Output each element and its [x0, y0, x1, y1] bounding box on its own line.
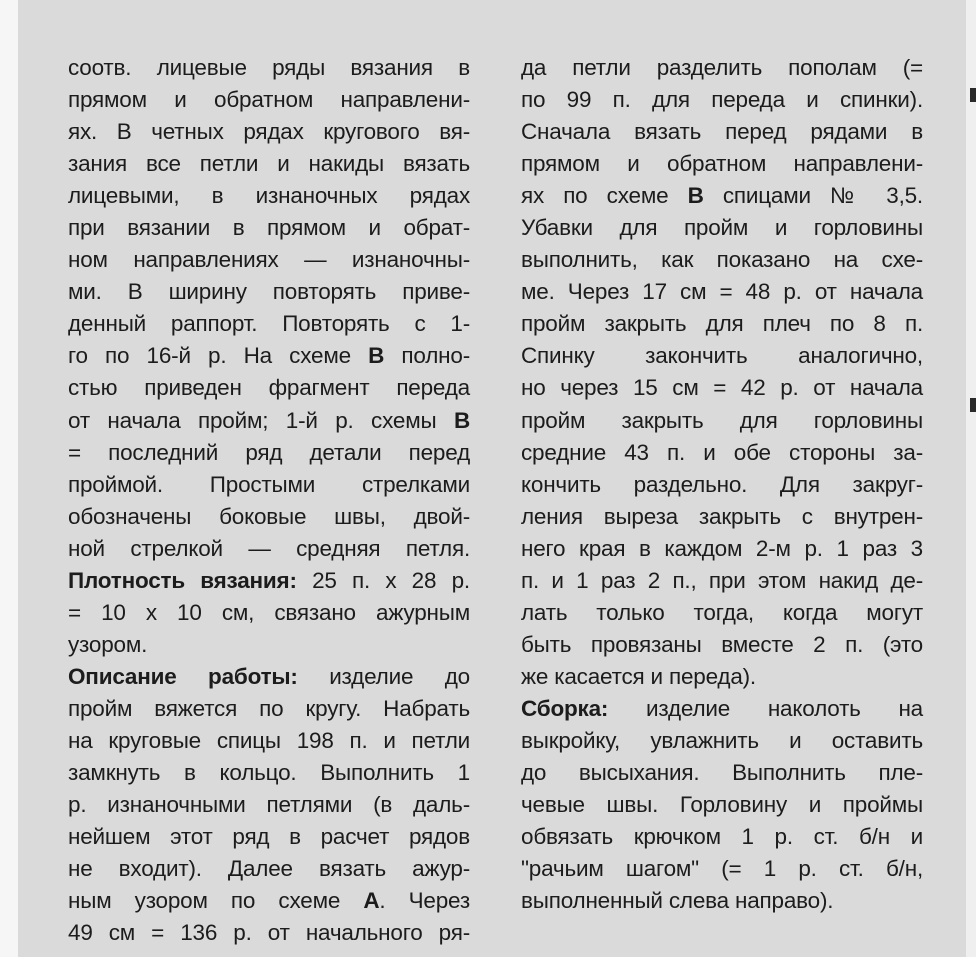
text-line: стью приведен фрагмент переда	[68, 375, 470, 401]
text-line: ления выреза закрыть с внутрен-	[521, 503, 923, 529]
text-line: при вязании в прямом и обрат-	[68, 215, 470, 241]
text-line: выполнить, как показано на схе-	[521, 247, 923, 273]
scheme-letter: В	[453, 407, 470, 433]
scheme-letter: В	[368, 343, 385, 369]
text-line: Убавки для пройм и горловины	[521, 215, 923, 241]
text-line: лать только тогда, когда могут	[521, 599, 923, 625]
line-text: от начала пройм; 1-й р. схемы	[68, 407, 437, 433]
text-line: кончить раздельно. Для закруг-	[521, 471, 923, 497]
scheme-letter: А	[363, 888, 380, 914]
text-line: ном направлениях — изнаночны-	[68, 247, 470, 273]
text-line: прямом и обратном направлени-	[521, 151, 923, 177]
text-line: Спинку закончить аналогично,	[521, 343, 923, 369]
right-margin	[966, 0, 976, 957]
text-line: обозначены боковые швы, двой-	[68, 503, 470, 529]
assembly-line	[521, 693, 923, 725]
text-line	[68, 405, 470, 437]
text-line: денный раппорт. Повторять с 1-	[68, 311, 470, 337]
text-line: соотв. лицевые ряды вязания в	[68, 55, 470, 80]
text-line: 49 см = 136 р. от начального ря-	[68, 920, 470, 946]
text-line: но через 15 см = 42 р. от начала	[521, 375, 923, 401]
text-line: пройм вяжется по кругу. Набрать	[68, 695, 470, 721]
text-line: узором.	[68, 631, 148, 657]
text-line: = последний ряд детали перед	[68, 439, 470, 465]
line-text: 25 п. х 28 р.	[312, 567, 470, 593]
assembly-heading: Сборка:	[521, 695, 609, 721]
line-text: изделие до	[329, 663, 470, 689]
text-line: ме. Через 17 см = 48 р. от начала	[521, 279, 923, 305]
text-line: быть провязаны вместе 2 п. (это	[521, 631, 923, 657]
text-line: до высыхания. Выполнить пле-	[521, 760, 923, 786]
work-line	[68, 661, 470, 693]
left-margin	[0, 0, 18, 957]
line-text: . Через	[379, 888, 470, 914]
text-line: же касается и переда).	[521, 663, 756, 689]
text-line: лицевыми, в изнаночных рядах	[68, 183, 470, 209]
left-text-column	[68, 52, 470, 949]
text-line: выполненный слева направо).	[521, 888, 834, 914]
text-line: проймой. Простыми стрелками	[68, 471, 470, 497]
text-line: замкнуть в кольцо. Выполнить 1	[68, 760, 470, 786]
line-text: спицами № 3,5.	[722, 183, 923, 209]
text-line: зания все петли и накиды вязать	[68, 151, 470, 177]
text-line: по 99 п. для переда и спинки).	[521, 87, 923, 113]
text-line	[521, 180, 923, 212]
text-line: не входит). Далее вязать ажур-	[68, 856, 470, 882]
text-line: чевые швы. Горловину и проймы	[521, 792, 923, 818]
text-line	[68, 340, 470, 372]
text-line: средние 43 п. и обе стороны за-	[521, 439, 923, 465]
text-line: пройм закрыть для горловины	[521, 407, 923, 433]
text-line: нейшем этот ряд в расчет рядов	[68, 824, 470, 850]
text-line: обвязать крючком 1 р. ст. б/н и	[521, 824, 923, 850]
text-line: = 10 х 10 см, связано ажурным	[68, 599, 470, 625]
text-line: п. и 1 раз 2 п., при этом накид де-	[521, 567, 923, 593]
density-line	[68, 565, 470, 597]
work-heading: Описание работы:	[68, 663, 298, 689]
line-text: ях по схеме	[521, 183, 669, 209]
text-line: выкройку, увлажнить и оставить	[521, 727, 923, 753]
text-line: "рачьим шагом" (= 1 р. ст. б/н,	[521, 856, 923, 882]
line-text: ным узором по схеме	[68, 888, 341, 914]
line-text: изделие наколоть на	[645, 695, 923, 721]
edge-mark	[970, 88, 976, 102]
text-line: ях. В четных рядах кругового вя-	[68, 119, 470, 145]
edge-mark	[970, 398, 976, 412]
line-text: го по 16-й р. На схеме	[68, 343, 351, 369]
scheme-letter: В	[687, 183, 704, 209]
text-line: ми. В ширину повторять приве-	[68, 279, 470, 305]
line-text: полно-	[401, 343, 470, 369]
text-line: да петли разделить пополам (=	[521, 55, 923, 80]
text-line: пройм закрыть для плеч по 8 п.	[521, 311, 923, 337]
text-line: р. изнаночными петлями (в даль-	[68, 792, 470, 818]
text-line: него края в каждом 2-м р. 1 раз 3	[521, 535, 923, 561]
text-line: прямом и обратном направлени-	[68, 87, 470, 113]
right-text-column	[521, 52, 923, 917]
text-line: на круговые спицы 198 п. и петли	[68, 727, 470, 753]
text-line: ной стрелкой — средняя петля.	[68, 535, 470, 561]
density-heading: Плотность вязания:	[68, 567, 297, 593]
text-line	[68, 885, 470, 917]
text-line: Сначала вязать перед рядами в	[521, 119, 923, 145]
